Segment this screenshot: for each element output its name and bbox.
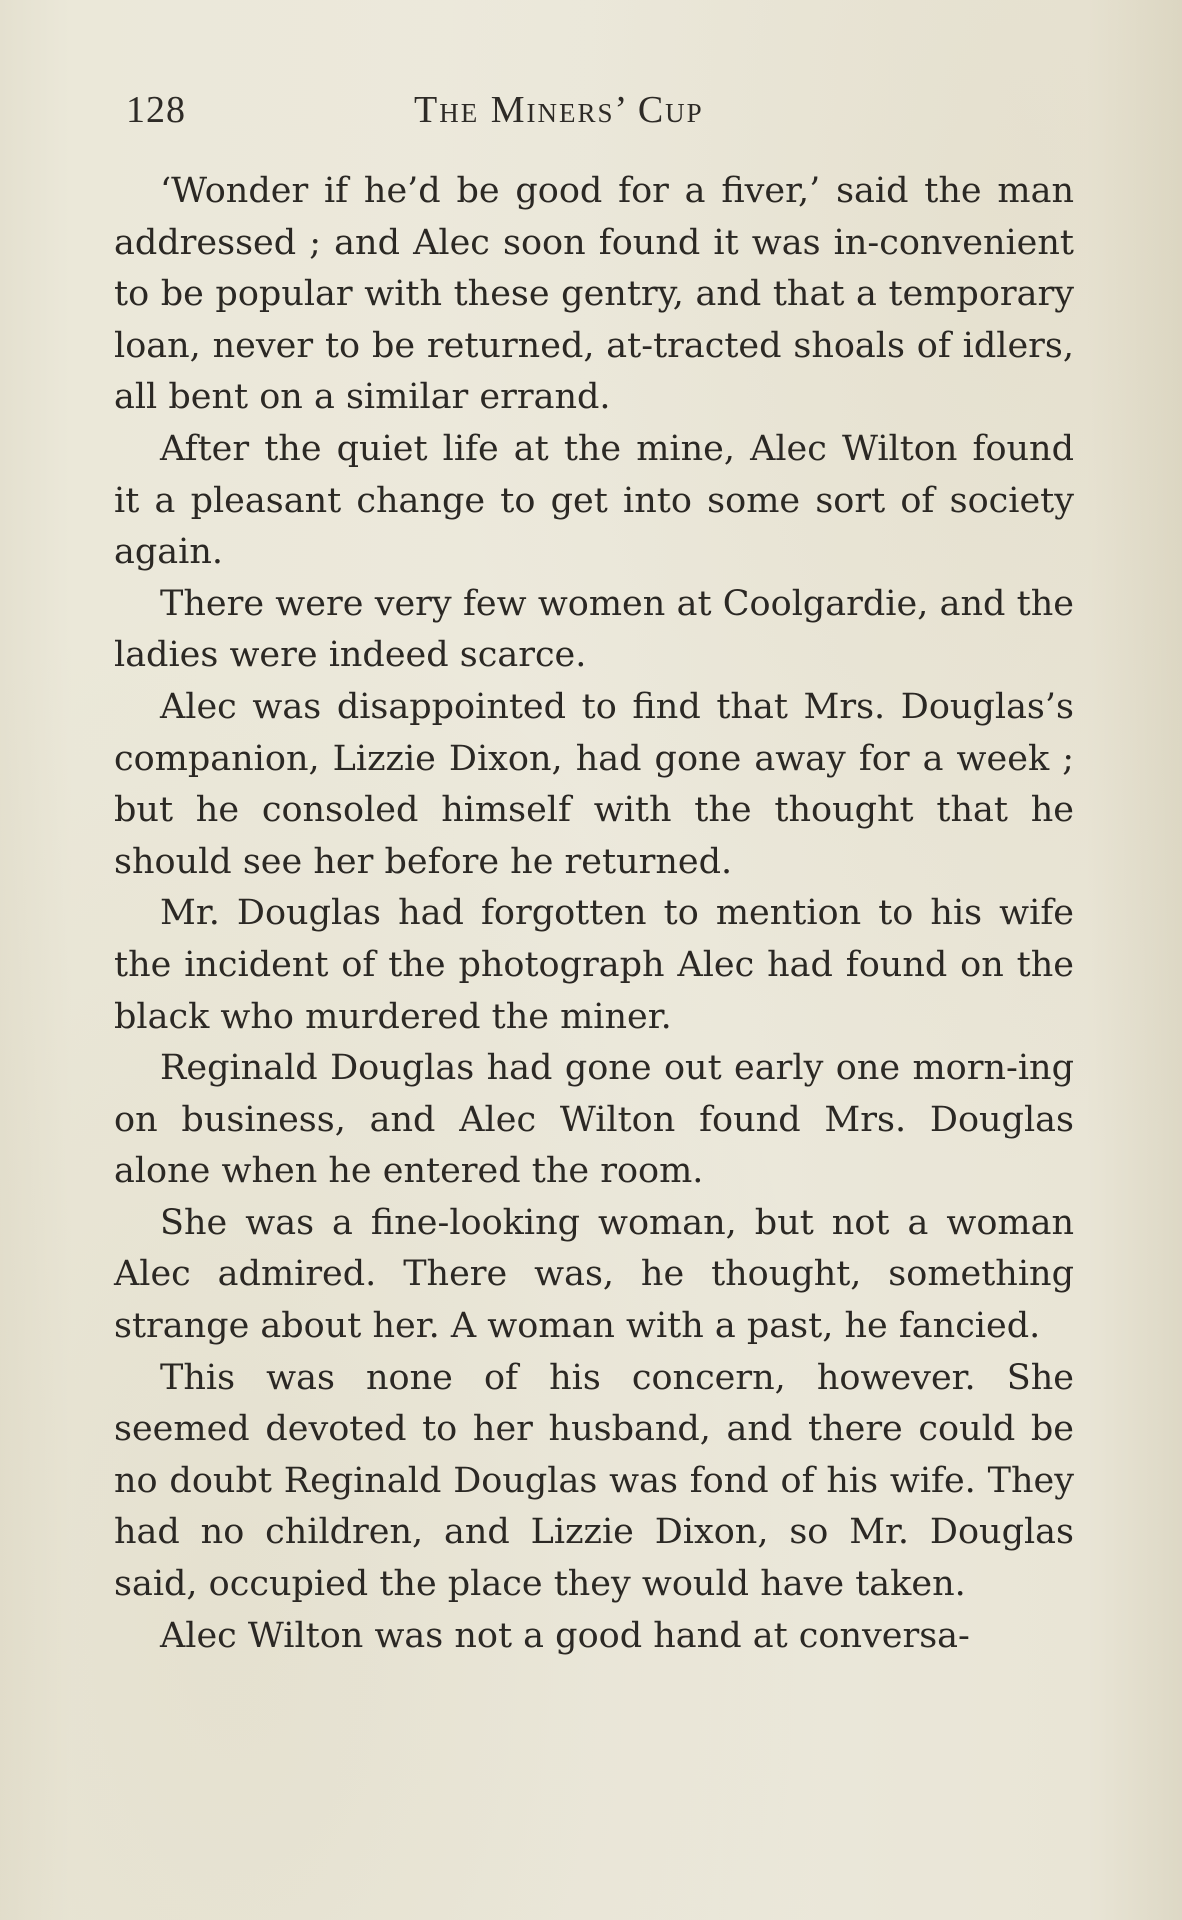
paragraph: Alec was disappointed to find that Mrs. Douglas’s companion, Lizzie Dixon, had gone away for a week ; but he consoled himself with the thought that he should see her before he returned. — [114, 686, 1074, 882]
paragraph: After the quiet life at the mine, Alec Wilton found it a pleasant change to get into some sort of society again. — [114, 428, 1074, 573]
page-header — [126, 88, 1076, 138]
paragraph: There were very few women at Coolgardie, and the ladies were indeed scarce. — [114, 583, 1074, 676]
paragraph: Reginald Douglas had gone out early one morn-ing on business, and Alec Wilton found Mrs. Douglas alone when he entered the room. — [114, 1048, 1074, 1192]
page-number: 128 — [126, 89, 186, 131]
body-text — [114, 166, 1074, 1662]
running-title: The Miners’ Cup — [414, 89, 704, 131]
paragraph: Alec Wilton was not a good hand at conversa- — [160, 1615, 970, 1656]
paragraph: Mr. Douglas had forgotten to mention to his wife the incident of the photograph Alec had found on the black who murdered the miner. — [114, 893, 1074, 1037]
paragraph: This was none of his concern, however. She seemed devoted to her husband, and there could be no doubt Reginald Douglas was fond of his wife. They had no children, and Lizzie Dixon, so Mr. Douglas said, occupied the place they would have taken. — [114, 1357, 1074, 1605]
paragraph: ‘Wonder if he’d be good for a fiver,’ said the man addressed ; and Alec soon found it was in-convenient to be popular with these gentry, and that a temporary loan, never to be returned, at-tracted shoals of idlers, all bent on a similar errand. — [114, 171, 1074, 418]
paragraph: She was a fine-looking woman, but not a woman Alec admired. There was, he thought, something strange about her. A woman with a past, he fancied. — [114, 1202, 1074, 1347]
